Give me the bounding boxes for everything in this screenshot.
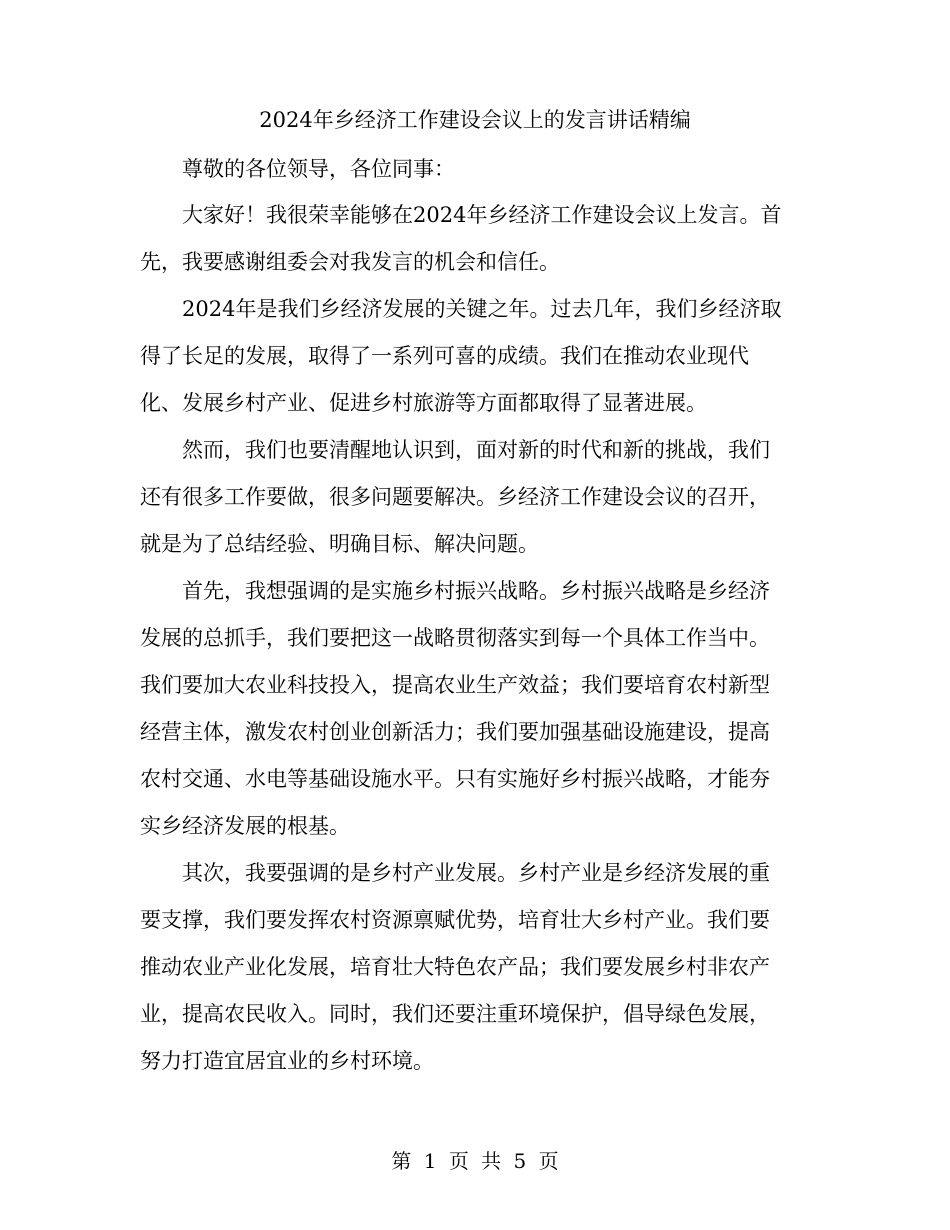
body-line: 努力打造宜居宜业的乡村环境。 [140,1049,434,1073]
document-title: 2024年乡经济工作建设会议上的发言讲话精编 [259,108,691,132]
body-line: 业，提高农民收入。同时，我们还要注重环境保护，倡导绿色发展， [140,1002,770,1026]
body-line: 先，我要感谢组委会对我发言的机会和信任。 [140,250,560,274]
body-line: 尊敬的各位领导，各位同事： [140,157,455,181]
body-line: 实乡经济发展的根基。 [140,814,350,838]
body-line: 发展的总抓手，我们要把这一战略贯彻落实到每一个具体工作当中。 [140,626,770,650]
body-line: 得了长足的发展，取得了一系列可喜的成绩。我们在推动农业现代 [140,344,749,368]
body-line: 要支撑，我们要发挥农村资源禀赋优势，培育壮大乡村产业。我们要 [140,908,770,932]
page-footer: 第 1 页 共 5 页 [391,1149,559,1173]
body-line: 农村交通、水电等基础设施水平。只有实施好乡村振兴战略，才能夯 [140,767,770,791]
body-line: 经营主体，激发农村创业创新活力；我们要加强基础设施建设，提高 [140,720,770,744]
body-line: 化、发展乡村产业、促进乡村旅游等方面都取得了显著进展。 [140,391,707,415]
body-line: 就是为了总结经验、明确目标、解决问题。 [140,532,539,556]
body-line: 还有很多工作要做，很多问题要解决。乡经济工作建设会议的召开， [140,485,770,509]
body-line: 我们要加大农业科技投入，提高农业生产效益；我们要培育农村新型 [140,673,770,697]
body-line: 大家好！我很荣幸能够在2024年乡经济工作建设会议上发言。首 [140,203,782,227]
body-line: 推动农业产业化发展，培育壮大特色农产品；我们要发展乡村非农产 [140,955,770,979]
body-line: 2024年是我们乡经济发展的关键之年。过去几年，我们乡经济取 [140,297,782,321]
body-line: 首先，我想强调的是实施乡村振兴战略。乡村振兴战略是乡经济 [140,579,770,603]
body-line: 然而，我们也要清醒地认识到，面对新的时代和新的挑战，我们 [140,438,770,462]
body-line: 其次，我要强调的是乡村产业发展。乡村产业是乡经济发展的重 [140,861,770,885]
